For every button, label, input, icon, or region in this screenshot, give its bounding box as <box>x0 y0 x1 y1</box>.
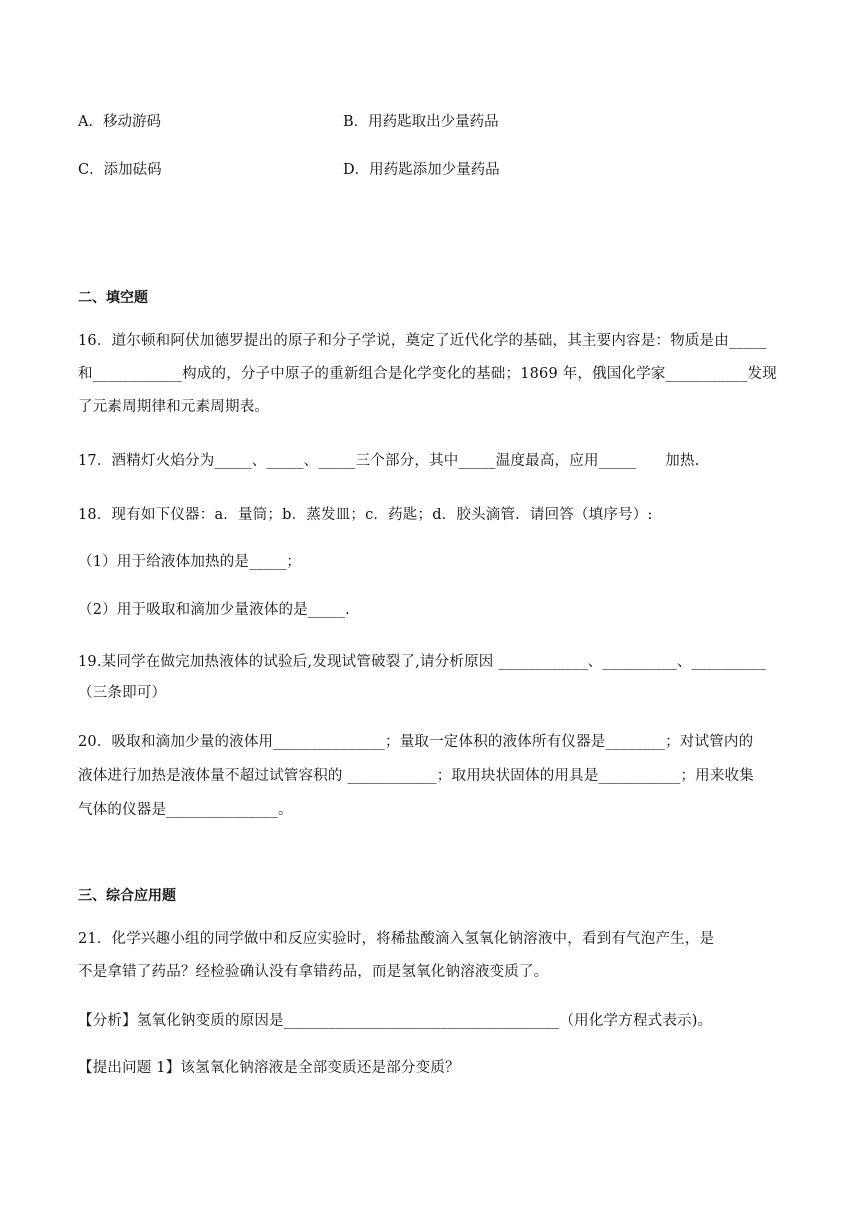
option-d: D．用药匙添加少量药品 <box>343 162 500 178</box>
q20-line2: 液体进行加热是液体量不超过试管容积的 ____________；取用块状固体的用具是___________；用来收集 <box>78 768 754 784</box>
option-c: C．添加砝码 <box>78 162 162 178</box>
q16-line3: 了元素周期律和元素周期表。 <box>78 399 270 415</box>
section-application-heading: 三、综合应用题 <box>78 888 176 904</box>
q21-question1: 【提出问题 1】该氢氧化钠溶液是全部变质还是部分变质？ <box>78 1060 460 1076</box>
q16-line1: 16．道尔顿和阿伏加德罗提出的原子和分子学说，奠定了近代化学的基础，其主要内容是：物质是由_____ <box>78 333 767 349</box>
q21-line1: 21．化学兴趣小组的同学做中和反应实验时，将稀盐酸滴入氢氧化钠溶液中，看到有气泡产生，是 <box>78 931 715 947</box>
q18-sub1: （1）用于给液体加热的是_____； <box>78 554 302 570</box>
q18-sub2: （2）用于吸取和滴加少量液体的是_____. <box>78 602 350 618</box>
q20-line3: 气体的仪器是_______________。 <box>78 802 293 818</box>
q16-line2: 和____________构成的，分子中原子的重新组合是化学变化的基础；1869 年，俄国化学家___________发现 <box>78 366 777 382</box>
q19-line2: （三条即可） <box>78 685 167 701</box>
q20-line1: 20．吸取和滴加少量的液体用_______________；量取一定体积的液体所有仪器是________；对试管内的 <box>78 734 754 750</box>
q21-line2: 不是拿错了药品？经检验确认没有拿错药品，而是氢氧化钠溶液变质了。 <box>78 964 549 980</box>
q17-line1: 17．酒精灯火焰分为_____、_____、_____三个部分，其中_____温度最高，应用_____ 加热. <box>78 453 700 469</box>
section-fill-blank-heading: 二、填空题 <box>78 290 148 306</box>
q21-analysis: 【分析】氢氧化钠变质的原因是_____________________________________（用化学方程式表示)。 <box>78 1013 713 1029</box>
q19-line1: 19.某同学在做完加热液体的试验后,发现试管破裂了,请分析原因 ____________、__________、__________ <box>78 654 767 670</box>
q18-line1: 18．现有如下仪器：a．量筒；b．蒸发皿；c．药匙；d．胶头滴管．请回答（填序号）: <box>78 507 653 523</box>
option-b: B．用药匙取出少量药品 <box>343 114 499 130</box>
option-a: A．移动游码 <box>78 114 161 130</box>
